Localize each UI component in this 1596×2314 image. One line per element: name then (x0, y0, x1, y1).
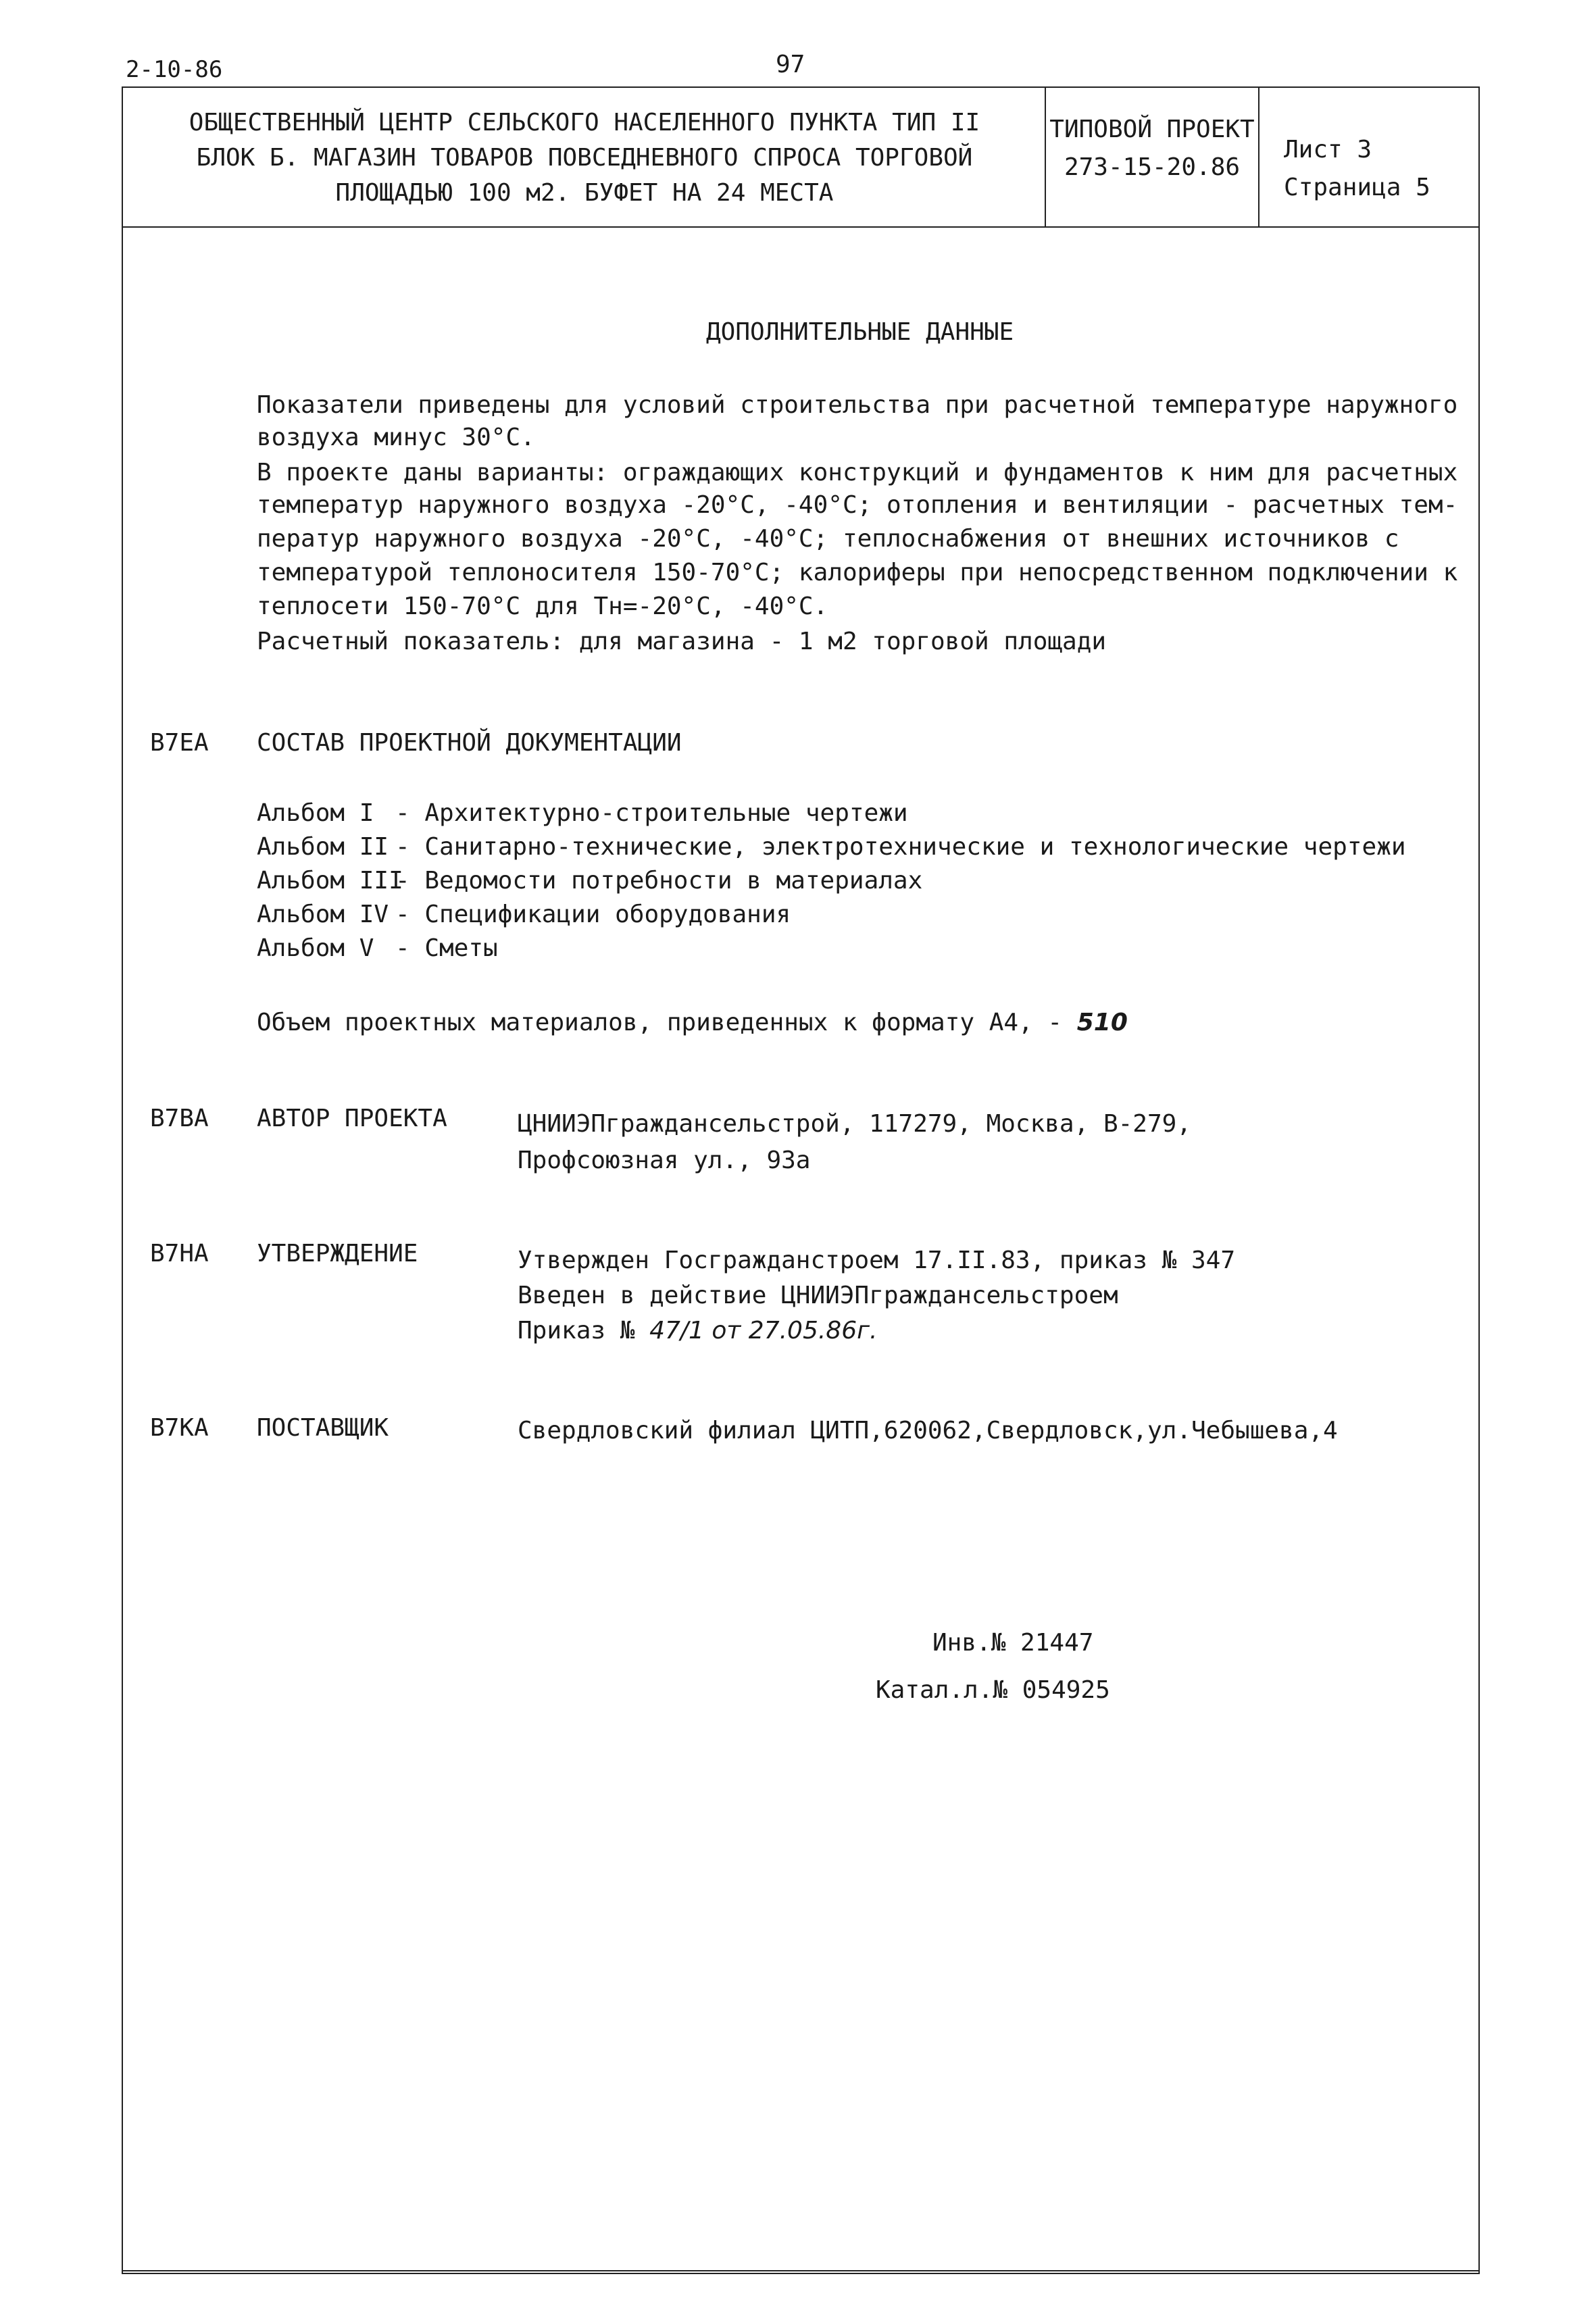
album-name: Альбом I (257, 799, 374, 827)
additional-line-5: ператур наружного воздуха -20°С, -40°С; теплоснабжения от внешних источников с (257, 525, 1399, 553)
additional-line-3: В проекте даны варианты: ограждающих конструкций и фундаментов к ним для расчетных (257, 459, 1458, 486)
author-code: В7ВА (150, 1105, 209, 1132)
page-label: Страница 5 (1284, 174, 1430, 201)
album-desc: - Спецификации оборудования (395, 901, 791, 928)
approval-order-line (518, 1315, 877, 1347)
title-line-3: ПЛОЩАДЬЮ 100 м2. БУФЕТ НА 24 МЕСТА (335, 179, 834, 207)
album-desc: - Архитектурно-строительные чертежи (395, 799, 908, 827)
album-name: Альбом III (257, 867, 403, 895)
album-desc: - Санитарно-технические, электротехнические и технологические чертежи (395, 833, 1406, 861)
inventory-number: Инв.№ 21447 (932, 1629, 1094, 1657)
additional-data-heading: ДОПОЛНИТЕЛЬНЫЕ ДАННЫЕ (706, 318, 1014, 346)
title-block-divider-2 (1258, 86, 1260, 227)
album-name: Альбом II (257, 833, 389, 861)
additional-line-4: температур наружного воздуха -20°С, -40°С; отопления и вентиляции - расчетных тем- (257, 491, 1458, 519)
album-desc: - Сметы (395, 934, 498, 962)
title-line-1: ОБЩЕСТВЕННЫЙ ЦЕНТР СЕЛЬСКОГО НАСЕЛЕННОГО ПУНКТА ТИП II (189, 109, 980, 136)
additional-line-1: Показатели приведены для условий строительства при расчетной температуре наружного (257, 391, 1458, 419)
approval-heading: УТВЕРЖДЕНИЕ (257, 1240, 418, 1267)
additional-line-2: воздуха минус 30°С. (257, 424, 535, 451)
volume-text: Объем проектных материалов, приведенных к формату А4, - (257, 1009, 1063, 1036)
supplier-text: Свердловский филиал ЦИТП,620062,Свердловск,ул.Чебышева,4 (518, 1417, 1338, 1444)
additional-line-8: Расчетный показатель: для магазина - 1 м2 торговой площади (257, 628, 1107, 655)
supplier-heading: ПОСТАВЩИК (257, 1414, 389, 1442)
additional-line-6: температурой теплоносителя 150-70°С; калориферы при непосредственном подключении к (257, 559, 1458, 586)
additional-line-7: теплосети 150-70°С для Тн=-20°С, -40°С. (257, 593, 828, 620)
catalog-number: Катал.л.№ 054925 (876, 1676, 1110, 1704)
album-name: Альбом V (257, 934, 374, 962)
order-handwritten: 47/1 от 27.05.86г. (649, 1317, 878, 1344)
volume-value: 510 (1076, 1009, 1128, 1036)
order-prefix: Приказ № (518, 1317, 635, 1344)
album-name: Альбом IV (257, 901, 389, 928)
author-line-2: Профсоюзная ул., 93а (518, 1147, 811, 1174)
author-line-1: ЦНИИЭПграждансельстрой, 117279, Москва, В-279, (518, 1110, 1191, 1138)
project-number: 273-15-20.86 (1064, 153, 1241, 181)
date-code: 2-10-86 (126, 56, 223, 83)
documentation-code: В7ЕА (150, 729, 209, 757)
volume-line (257, 1007, 1128, 1039)
title-block-bottom-line (122, 226, 1480, 228)
sheet-number: Лист 3 (1284, 136, 1372, 164)
title-line-2: БЛОК Б. МАГАЗИН ТОВАРОВ ПОВСЕДНЕВНОГО СПРОСА ТОРГОВОЙ (196, 144, 973, 172)
album-desc: - Ведомости потребности в материалах (395, 867, 923, 895)
project-type-label: ТИПОВОЙ ПРОЕКТ (1049, 116, 1255, 143)
documentation-heading: СОСТАВ ПРОЕКТНОЙ ДОКУМЕНТАЦИИ (257, 729, 682, 757)
author-heading: АВТОР ПРОЕКТА (257, 1105, 447, 1132)
approval-line-1: Утвержден Госгражданстроем 17.II.83, приказ № 347 (518, 1247, 1236, 1274)
approval-code: В7НА (150, 1240, 209, 1267)
approval-line-2: Введен в действие ЦНИИЭПграждансельстроем (518, 1282, 1118, 1309)
title-block-divider-1 (1045, 86, 1046, 227)
page-number: 97 (776, 51, 805, 78)
supplier-code: В7КА (150, 1414, 209, 1442)
page-bottom-line (122, 2270, 1480, 2271)
